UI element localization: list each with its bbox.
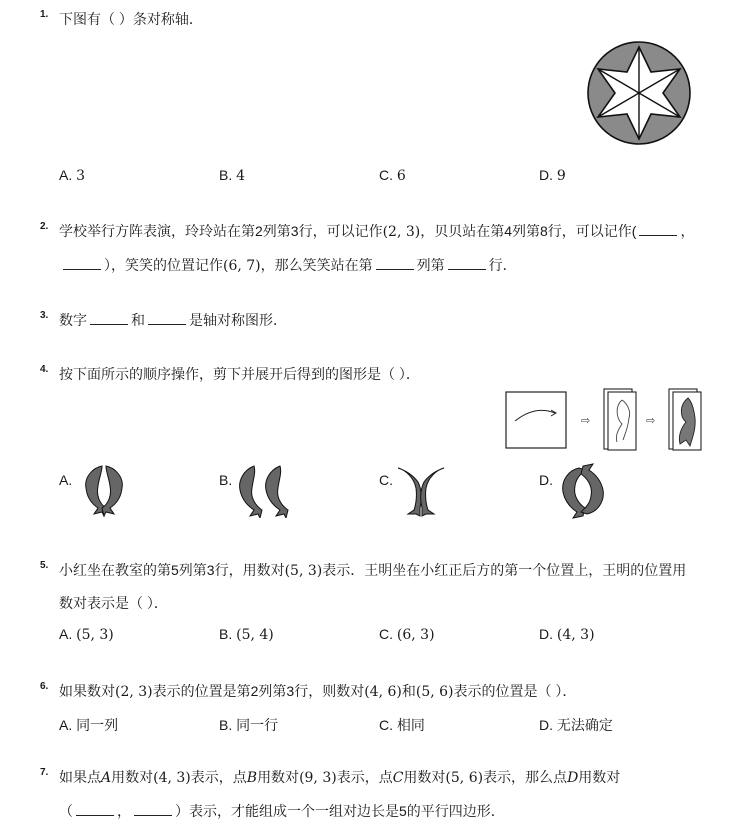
question-line-2: （ ， ）表示，才能组成一个一组对边长是5的平行四边形． (59, 803, 505, 819)
hexagram-circle-figure (585, 41, 693, 145)
question-stem: 如果数对(2, 3)表示的位置是第2列第3行，则数对(4, 6)和(5, 6)表示的位置是（ ）． (59, 683, 577, 700)
question-number: 7. (40, 767, 49, 778)
question-stem: 数字 和 是轴对称图形． (59, 312, 287, 328)
answer-blank[interactable] (134, 803, 172, 816)
question-line-1: 小红坐在教室的第5列第3行，用数对(5, 3)表示．王明坐在小红正后方的第一个位置上，王明的位置用 (59, 562, 687, 579)
question-number: 1. (40, 9, 49, 20)
answer-blank[interactable] (63, 257, 101, 270)
answer-blank[interactable] (448, 257, 486, 270)
question-number: 2. (40, 221, 49, 232)
folded-paper-step-2 (603, 388, 637, 452)
option-d[interactable]: D. 9 (539, 167, 566, 184)
option-c[interactable]: C. 6 (379, 167, 406, 184)
option-a[interactable]: A. (5, 3) (59, 626, 114, 643)
option-a[interactable]: A. (59, 472, 73, 488)
option-a-dolphin-figure[interactable] (74, 462, 130, 518)
option-b[interactable]: B. 4 (219, 167, 246, 184)
option-b-dolphin-figure[interactable] (232, 462, 290, 518)
option-a[interactable]: A. 3 (59, 167, 86, 184)
question-number: 5. (40, 560, 49, 571)
question-line-2: ），笑笑的位置记作(6, 7)，那么笑笑站在第 列第 行． (63, 256, 517, 275)
option-c-dolphin-figure[interactable] (394, 462, 448, 518)
question-line-1: 学校举行方阵表演，玲玲站在第2列第3行，可以记作(2, 3)，贝贝站在第4列第8行，可以记作( ， (59, 223, 695, 240)
question-stem: 按下面所示的顺序操作，剪下并展开后得到的图形是（ ）． (59, 366, 420, 382)
arrow-right-icon: ⇨ (646, 415, 656, 427)
question-number: 3. (40, 310, 49, 321)
option-b[interactable]: B. 同一行 (219, 717, 279, 733)
option-c[interactable]: C. (379, 472, 393, 488)
answer-blank[interactable] (376, 257, 414, 270)
option-b[interactable]: B. (5, 4) (219, 626, 274, 643)
option-d-dolphin-figure[interactable] (555, 462, 611, 520)
question-line-2: 数对表示是（ ）． (59, 595, 168, 611)
answer-blank[interactable] (90, 312, 128, 325)
answer-blank[interactable] (76, 803, 114, 816)
arrow-right-icon: ⇨ (581, 415, 591, 427)
question-line-1: 如果点A用数对(4, 3)表示，点B用数对(9, 3)表示，点C用数对(5, 6)表示，那么点D用数对 (59, 769, 621, 786)
question-number: 6. (40, 681, 49, 692)
option-d[interactable]: D. 无法确定 (539, 717, 613, 733)
folded-paper-step-3 (668, 388, 702, 452)
option-c[interactable]: C. (6, 3) (379, 626, 435, 643)
question-stem: 下图有（ ）条对称轴． (59, 11, 203, 27)
option-b[interactable]: B. (219, 472, 233, 488)
option-a[interactable]: A. 同一列 (59, 717, 119, 733)
option-d[interactable]: D. (539, 472, 553, 488)
option-c[interactable]: C. 相同 (379, 717, 425, 733)
question-number: 4. (40, 364, 49, 375)
option-d[interactable]: D. (4, 3) (539, 626, 595, 643)
folded-paper-step-1 (505, 391, 567, 449)
answer-blank[interactable] (148, 312, 186, 325)
answer-blank[interactable] (639, 223, 677, 236)
